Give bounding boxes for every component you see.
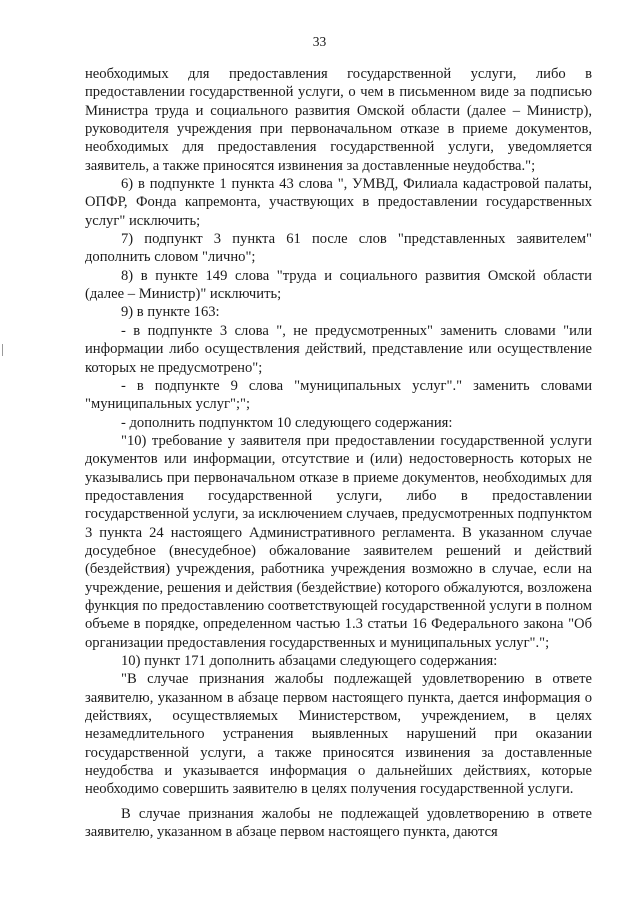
paragraph-subitem-10-text: "10) требование у заявителя при предоставлении государственной услуги документов или информации, отсутствие и (или) недостоверность которых не указывались при первоначальном отказе в приеме документов, необходимых для предоставления государственной услуги, либо в предоставлении государственной услуги, за исключением случаев, предусмотренных подпунктом 3 пункта 24 настоящего Административного регламента. В указанном случае досудебное (внесудебное) обжалование заявителем решений и действий (бездействия) учреждения, работника учреждения возможно в случае, если на учреждение, решения и действия (бездействие) которого обжалуются, возложена функция по предоставлению соответствующей государственной услуги в полном объеме в порядке, определенном частью 1.3 статьи 16 Федерального закона "Об организации предоставления государственных и муниципальных услуг"."; <box>85 432 592 651</box>
paragraph-item-6: 6) в подпункте 1 пункта 43 слова ", УМВД, Филиала кадастровой палаты, ОПФР, Фонда капремонта, участвующих в предоставлении государственных услуг" исключить; <box>85 176 592 229</box>
paragraph-item-10: 10) пункт 171 дополнить абзацами следующего содержания: <box>121 653 498 669</box>
paragraph-item-8: 8) в пункте 149 слова "труда и социального развития Омской области (далее – Министр)" исключить; <box>85 267 592 303</box>
paragraph-item-9: 9) в пункте 163: <box>121 304 220 321</box>
paragraph-item-9-sub-9: - в подпункте 9 слова "муниципальных услуг"." заменить словами "муниципальных услуг";"; <box>85 377 592 413</box>
paragraph-quote-satisfied: "В случае признания жалобы подлежащей удовлетворению в ответе заявителю, указанном в абзаце первом настоящего пункта, дается информация о действиях, осуществляемых Министерством, учреждением, в целях незамедлительного устранения выявленных нарушений при оказании государственной услуги, а также приносятся извинения за доставленные неудобства и указывается информация о дальнейших действиях, которые необходимо совершить заявителю в целях получения государственной услуги. <box>85 671 592 798</box>
paragraph-quote-not-satisfied: В случае признания жалобы не подлежащей удовлетворению в ответе заявителю, указанном в абзаце первом настоящего пункта, даются <box>85 805 592 841</box>
paragraph-item-9-add-10: - дополнить подпунктом 10 следующего содержания: <box>121 414 453 431</box>
paragraph-item-9-sub-3: - в подпункте 3 слова ", не предусмотренных" заменить словами "или информации либо осуществления действий, представление или осуществление которых не предусмотрено"; <box>85 322 592 376</box>
document-body <box>85 65 592 841</box>
paragraph-continuation: необходимых для предоставления государственной услуги, либо в предоставлении государственной услуги, о чем в письменном виде за подписью Министра труда и социального развития Омской области (далее – Министр), руководителя учреждения при первоначальном отказе в приеме документов, необходимых для предоставления государственной услуги, уведомляется заявитель, а также приносятся извинения за доставленные неудобства."; <box>85 66 592 174</box>
paragraph-item-7: 7) подпункт 3 пункта 61 после слов "представленных заявителем" дополнить словом "лично"; <box>85 231 592 266</box>
margin-mark <box>2 344 3 356</box>
page-number: 33 <box>312 34 327 49</box>
